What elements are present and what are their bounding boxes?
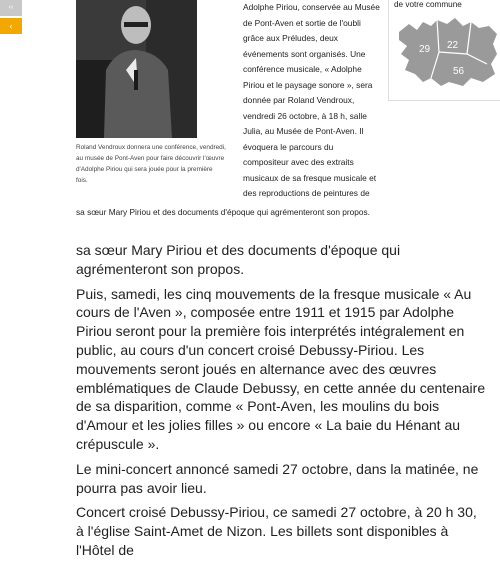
article-paragraph: Le mini-concert annoncé samedi 27 octobre, dans la matinée, ne pourra pas avoir lieu.	[76, 460, 479, 496]
dept-56-label[interactable]: 56	[453, 66, 465, 77]
share-tab[interactable]: ‹‹	[0, 0, 22, 16]
person-photo-icon	[76, 0, 197, 138]
article-paragraph: sa sœur Mary Piriou et des documents d'époque qui agrémenteront son propos.	[76, 242, 401, 277]
article-paragraph: Concert croisé Debussy-Piriou, ce samedi 27 octobre, à 20 h 30, à l'église Saint-Amet de Nizon. Les billets sont disponibles à l'Hôtel de	[76, 504, 477, 558]
dept-29-label[interactable]: 29	[419, 44, 431, 55]
side-tabs	[0, 0, 24, 36]
dept-22-label[interactable]: 22	[447, 40, 459, 51]
article-body	[76, 241, 486, 566]
brittany-map-icon[interactable]	[397, 12, 500, 90]
back-tab[interactable]: ‹	[0, 18, 22, 34]
article-intro-column: Adolphe Piriou, conservée au Musée de Pont-Aven et sortie de l'oubli grâce aux Préludes, deux événements sont organisés. Une conférence musicale, « Adolphe Piriou et le paysage sonore », sera donnée par Roland Vendroux, vendredi 26 octobre, à 18 h, salle Julia, au Musée de Pont-Aven. Il évoquera le parcours du compositeur avec des extraits musicaux de sa fresque musicale et des reproductions de peintures de	[243, 2, 380, 198]
commune-map-widget[interactable]	[388, 0, 500, 101]
article-paragraph: Puis, samedi, les cinq mouvements de la fresque musicale « Au cours de l'Aven », composée entre 1911 et 1915 par Adolphe Piriou seront pour la première fois interprétés intégralement en public, au cours d'un concert croisé Debussy-Piriou. Les mouvements seront joués en alternance avec des œuvres emblématiques de Claude Debussy, en cette année du centenaire de sa disparition, comme « Pont-Aven, les moulins du bois d'Amour et les jolies filles » ou encore « La baie du Hénant au crépuscule ».	[76, 285, 486, 452]
map-title: de votre commune	[394, 0, 462, 9]
photo-caption: Roland Vendroux donnera une conférence, vendredi, au musée de Pont-Aven pour faire découvrir l'œuvre d'Adolphe Piriou qui sera jouée pour la première fois.	[76, 144, 226, 184]
article-photo	[76, 0, 197, 138]
article-intro-tail: sa sœur Mary Piriou et des documents d'époque qui agrémenteront son propos.	[76, 207, 370, 217]
